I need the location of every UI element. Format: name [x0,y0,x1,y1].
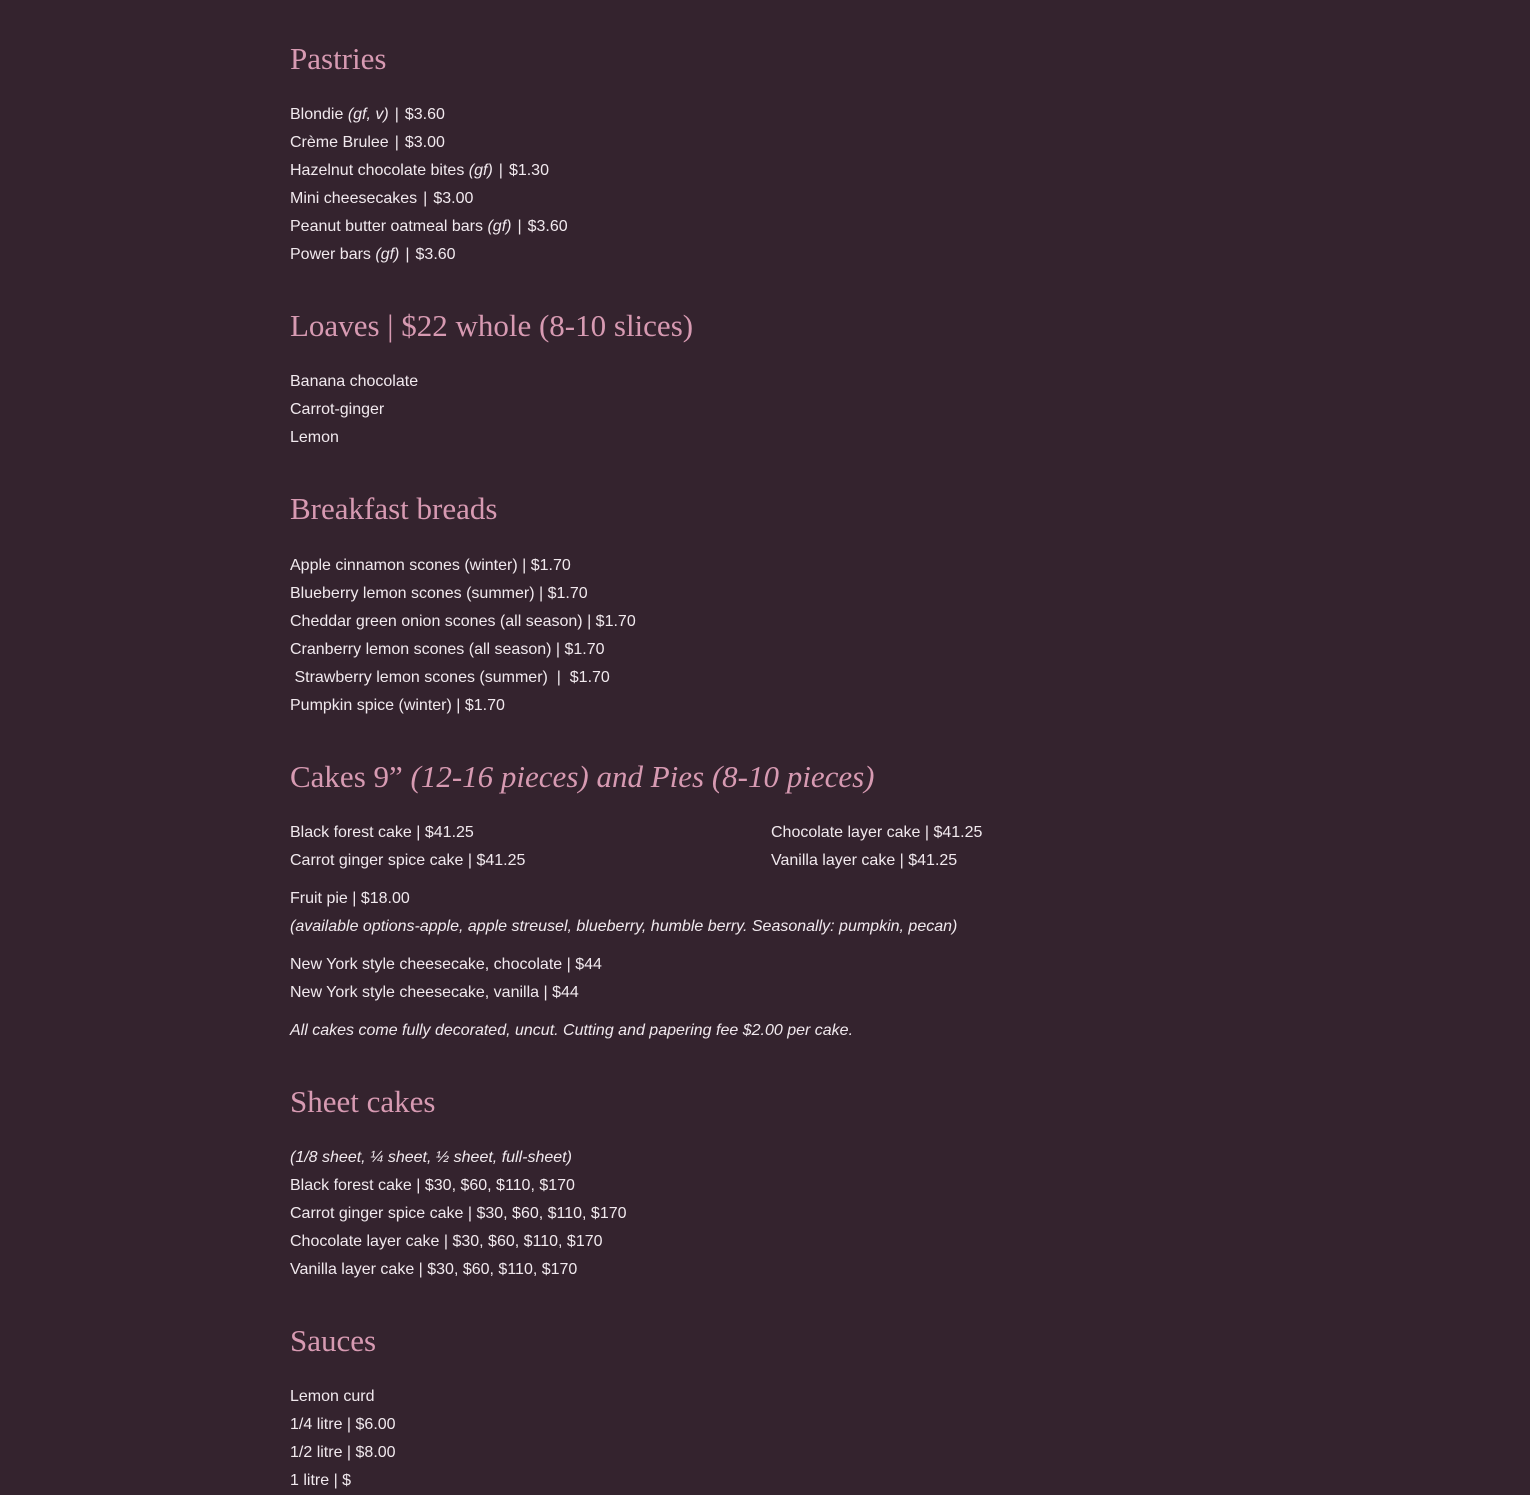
menu-item: Pumpkin spice (winter) | $1.70 [290,697,505,714]
item-name: Power bars [290,246,371,263]
menu-item: New York style cheesecake, vanilla | $44 [290,984,579,1001]
item-name: Peanut butter oatmeal bars [290,218,484,235]
section-title-cakes [290,757,875,797]
item-price: $1.30 [508,162,549,179]
menu-item: Chocolate layer cake | $30, $60, $110, $170 [290,1233,603,1250]
menu-item: 1/4 litre | $6.00 [290,1416,396,1433]
menu-item: Vanilla layer cake | $41.25 [771,852,958,869]
item-name: Crème Brulee [290,134,389,151]
item-name: Mini cheesecakes [290,190,418,207]
menu-item: Black forest cake | $41.25 [290,824,474,841]
menu-item: Fruit pie | $18.00 [290,890,410,907]
menu-item: Carrot-ginger [290,401,385,418]
item-name: Hazelnut chocolate bites [290,162,465,179]
item-tag: (gf) [487,218,512,235]
menu-item: Cranberry lemon scones (all season) | $1.70 [290,641,605,658]
menu-item: Lemon [290,429,339,446]
menu-item: Carrot ginger spice cake | $41.25 [290,852,526,869]
menu-item: Hazelnut chocolate bites (gf) | $1.30 [290,162,549,179]
menu-item: Strawberry lemon scones (summer) | $1.70 [290,669,610,686]
section-title-sheet: Sheet cakes [290,1084,436,1119]
fruit-options-note: (available options-apple, apple streusel, blueberry, humble berry. Seasonally: pumpkin, pecan) [290,918,958,935]
item-price: $3.00 [404,134,445,151]
menu-item: Peanut butter oatmeal bars (gf) | $3.60 [290,218,568,235]
item-tag: (gf, v) [347,106,389,123]
menu-item: Lemon curd [290,1388,375,1405]
menu-item: Banana chocolate [290,373,419,390]
menu-item: Crème Brulee | $3.00 [290,134,445,151]
menu-item: Blueberry lemon scones (summer) | $1.70 [290,585,588,602]
menu-item: Blondie (gf, v) | $3.60 [290,106,445,123]
menu-item: Chocolate layer cake | $41.25 [771,824,983,841]
item-price: $3.60 [415,246,456,263]
menu-item: Black forest cake | $30, $60, $110, $170 [290,1177,575,1194]
cakes-note: All cakes come fully decorated, uncut. Cutting and papering fee $2.00 per cake. [290,1022,854,1039]
cakes-title-italic: (12-16 pieces) and Pies (8-10 pieces) [410,759,875,794]
menu-item: Carrot ginger spice cake | $30, $60, $110, $170 [290,1205,627,1222]
section-title-sauces: Sauces [290,1323,377,1358]
menu-item: Power bars (gf) | $3.60 [290,246,456,263]
item-price: $3.00 [433,190,474,207]
menu-item-partial: 1 litre | $ [290,1472,352,1489]
item-name: Blondie [290,106,344,123]
menu-item: 1/2 litre | $8.00 [290,1444,396,1461]
menu-item: New York style cheesecake, chocolate | $44 [290,956,602,973]
menu-item: Apple cinnamon scones (winter) | $1.70 [290,557,571,574]
cakes-title-plain: Cakes 9” [290,759,411,794]
menu-item: Mini cheesecakes | $3.00 [290,190,474,207]
item-price: $3.60 [404,106,445,123]
section-title-loaves: Loaves | $22 whole (8-10 slices) [290,308,694,343]
item-tag: (gf) [375,246,400,263]
item-tag: (gf) [468,162,493,179]
menu-item: Vanilla layer cake | $30, $60, $110, $170 [290,1261,578,1278]
item-price: $3.60 [527,218,568,235]
sheet-sizes-note: (1/8 sheet, ¼ sheet, ½ sheet, full-sheet) [290,1149,572,1166]
menu-item: Cheddar green onion scones (all season) | $1.70 [290,613,636,630]
section-title-pastries: Pastries [290,41,387,76]
section-title-breakfast: Breakfast breads [290,491,498,526]
